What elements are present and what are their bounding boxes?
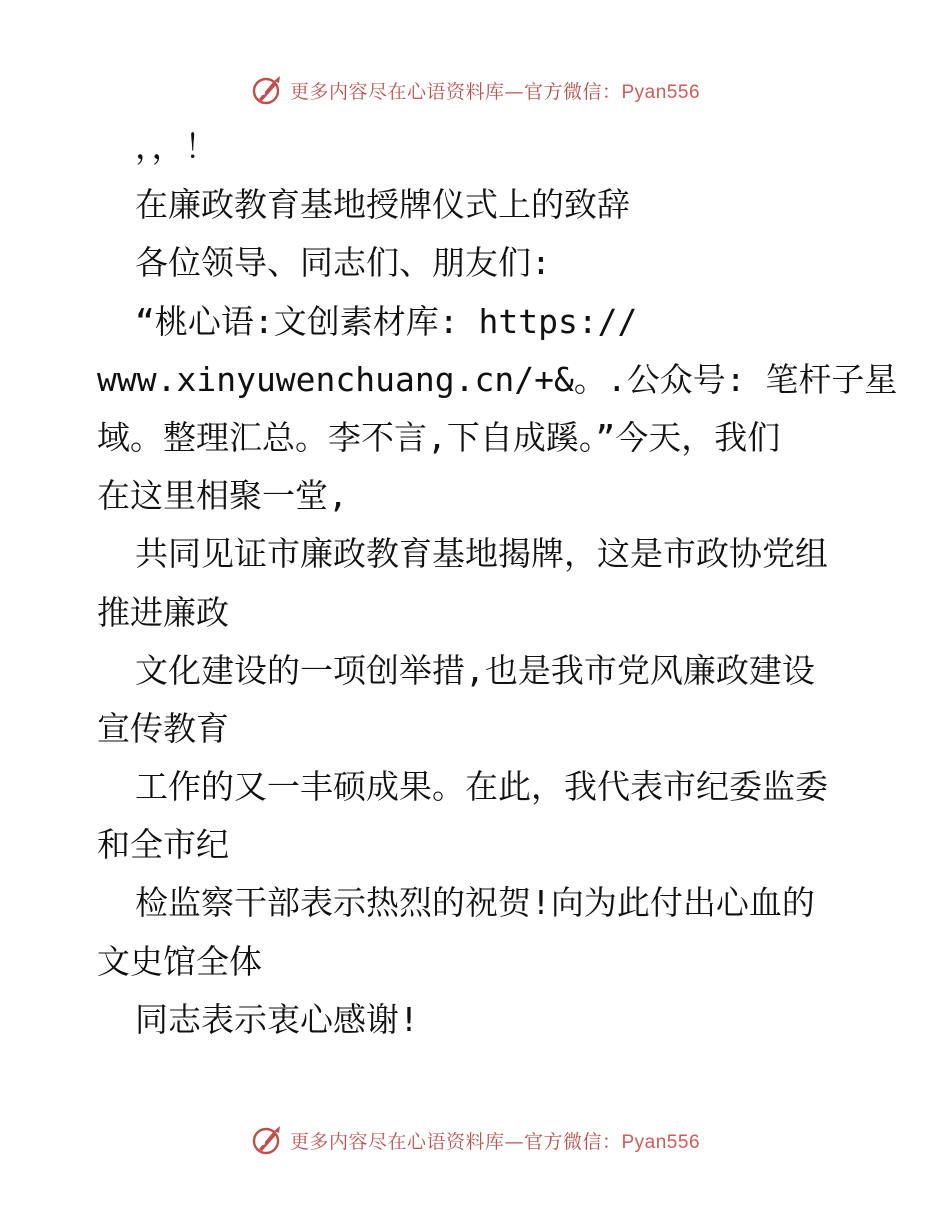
speech-title: 在廉政教育基地授牌仪式上的致辞 xyxy=(135,185,630,225)
text-line: 文化建设的一项创举措,也是我市党风廉政建设 xyxy=(135,650,815,690)
banner-main-text: 更多内容尽在心语资料库— xyxy=(289,80,524,103)
text-line: “桃心语:文创素材库: https:// xyxy=(135,301,638,341)
banner-wechat-id: Pyan556 xyxy=(621,1131,701,1153)
quill-logo-icon xyxy=(250,73,284,107)
text-line: 域。整理汇总。李不言,下自成蹊。”今天，我们 xyxy=(97,417,781,457)
text-line: www.xinyuwenchuang.cn/+&。.公众号: 笔杆子星 xyxy=(97,359,898,399)
banner-wechat-label: 官方微信： xyxy=(523,80,622,103)
banner-main-text: 更多内容尽在心语资料库— xyxy=(289,1130,524,1153)
document-body xyxy=(97,118,898,1049)
banner-wechat-label: 官方微信： xyxy=(523,1130,622,1153)
text-line: 文史馆全体 xyxy=(97,941,262,981)
header-watermark-banner xyxy=(0,70,950,110)
salutation: 各位领导、同志们、朋友们: xyxy=(135,243,551,283)
text-line: 在这里相聚一堂, xyxy=(97,476,348,516)
text-line: 宣传教育 xyxy=(97,708,229,748)
banner-text xyxy=(290,77,700,104)
text-line: 检监察干部表示热烈的祝贺!向为此付出心血的 xyxy=(135,883,815,923)
text-line: 同志表示衷心感谢! xyxy=(135,999,419,1039)
banner-wechat-id: Pyan556 xyxy=(621,81,701,103)
footer-watermark-banner xyxy=(0,1120,950,1160)
banner-text xyxy=(290,1127,700,1154)
quill-logo-icon xyxy=(250,1123,284,1157)
text-line: ，，！ xyxy=(135,127,218,166)
text-line: 推进廉政 xyxy=(97,592,229,632)
text-line: 和全市纪 xyxy=(97,825,229,865)
text-line: 共同见证市廉政教育基地揭牌，这是市政协党组 xyxy=(135,534,828,574)
text-line: 工作的又一丰硕成果。在此，我代表市纪委监委 xyxy=(135,767,828,807)
